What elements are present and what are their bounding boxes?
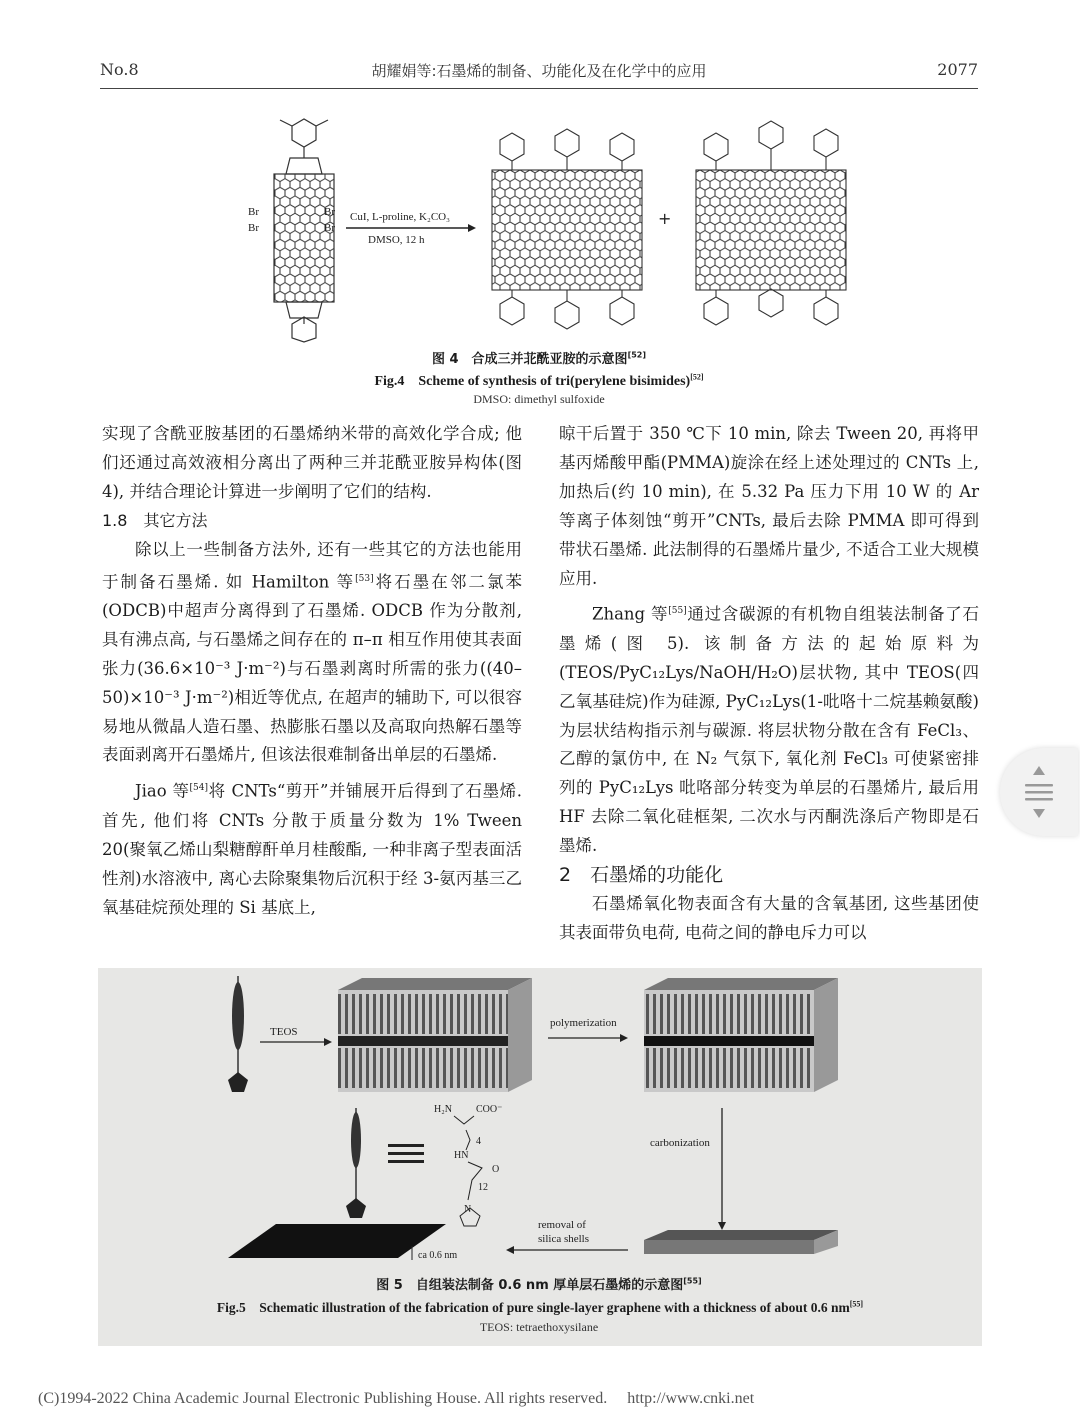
svg-text:HN: HN [454, 1150, 469, 1161]
copyright-footer: (C)1994-2022 China Academic Journal Electronic Publishing House. All rights reserved. http://www.cnki.net [38, 1390, 755, 1407]
svg-text:H₂N: H₂N [434, 1104, 452, 1115]
removal-label: removal of [538, 1219, 586, 1231]
header-rule [100, 88, 978, 89]
removal-arrow-head [506, 1246, 514, 1254]
pyc12lys-molecule-icon [346, 1108, 366, 1218]
header-journal-number: No.8 [100, 60, 139, 79]
svg-text:12: 12 [478, 1182, 488, 1193]
br-label: Br [324, 222, 335, 234]
paragraph: Jiao 等[54]将 CNTs“剪开”并铺展开后得到了石墨烯. 首先, 他们将 CNTs 分散于质量分数为 1% Tween 20(聚氧乙烯山梨糖醇酐单月桂酸酯, 一种非离子型表面活性剂)水溶液中, 离心去除聚集物后沉积于经 3-氨丙基三乙氧基硅烷预处理的 Si 基底上, [102, 781, 522, 917]
section-heading-1-8: 1.8 其它方法 [102, 510, 208, 530]
graphene-sheet [228, 1224, 446, 1258]
plus-sign: + [658, 209, 672, 228]
paragraph: 实现了含酰亚胺基团的石墨烯纳米带的高效化学合成; 他们还通过高效液相分离出了两种三并苝酰亚胺异构体(图 4), 并结合理论计算进一步阐明了它们的结构. [102, 424, 522, 501]
fig4-caption-cn: 图 4 合成三并苝酰亚胺的示意图[52] [431, 350, 647, 367]
paragraph: 除以上一些制备方法外, 还有一些其它的方法也能用于制备石墨烯. 如 Hamilton 等[53]将石墨在邻二氯苯(ODCB)中超声分离得到了石墨烯. ODCB 作为分散剂, 具有沸点高, 与石墨烯之间存在的 π–π 相互作用使其表面张力(36.6×10⁻³ J·m⁻²)与石墨剥离时所需的张力((40–50)×10⁻³ J·m⁻²)相近等优点, 在超声的辅助下, 可以很容易地从微晶人造石墨、热膨胀石墨以及高取向热解石墨等表面剥离开石墨烯片, 但该法很难制备出单层的石墨烯. [102, 539, 522, 765]
paragraph: 晾干后置于 350 ℃下 10 min, 除去 Tween 20, 再将甲基丙烯酸甲酯(PMMA)旋涂在经上述处理过的 CNTs 上, 加热后(约 10 min), 在 5.32 Pa 压力下用 10 W 的 Ar 等离子体刻蚀“剪开”CNTs, 最后去除 PMMA 即可得到带状石墨烯. 此法制得的石墨烯片量少, 不适合工业大规模应用. [559, 424, 979, 588]
scroll-widget[interactable] [1000, 748, 1078, 836]
polymerized-lamellar-structure [644, 978, 838, 1092]
figure-5-scheme [98, 968, 982, 1268]
right-column [559, 420, 979, 948]
thickness-label: ca 0.6 nm [418, 1250, 458, 1261]
fig4-note: DMSO: dimethyl sulfoxide [473, 392, 605, 406]
br-label: Br [248, 222, 259, 234]
pyc12lys-structure [434, 1104, 502, 1226]
carbonization-label: carbonization [650, 1137, 710, 1149]
teos-label: TEOS [270, 1026, 298, 1038]
surfactant-molecule-icon [228, 976, 248, 1092]
header-article-title: 胡耀娟等:石墨烯的制备、功能化及在化学中的应用 [371, 62, 707, 80]
reaction-reagents: CuI, L-proline, K₂CO₃ [350, 211, 450, 223]
svg-text:N: N [464, 1204, 472, 1215]
scroll-handle-icon [1000, 748, 1078, 836]
polymerization-arrow-head [620, 1034, 628, 1042]
silica-label: silica shells [538, 1233, 590, 1245]
polymerization-label: polymerization [550, 1017, 617, 1029]
header-page-number: 2077 [937, 60, 978, 79]
fig5-note: TEOS: tetraethoxysilane [479, 1320, 599, 1334]
product-isomer-2 [696, 121, 846, 325]
fig4-caption-en: Fig.4 Scheme of synthesis of tri(perylene bisimides)[52] [374, 372, 704, 389]
teos-arrow-head [324, 1038, 332, 1046]
product-isomer-1 [492, 129, 642, 329]
reaction-arrow-head [468, 224, 476, 232]
br-label: Br [324, 206, 335, 218]
figure-4-scheme [210, 118, 870, 343]
reaction-conditions: DMSO, 12 h [368, 234, 425, 246]
br-label: Br [248, 206, 259, 218]
carbonized-block [644, 1230, 838, 1254]
section-heading-2: 2 石墨烯的功能化 [559, 864, 724, 887]
left-column [102, 420, 522, 922]
fig5-caption-en: Fig.5 Schematic illustration of the fabrication of pure single-layer graphene with a thickness of about 0.6 nm[55] [216, 1299, 864, 1315]
lamellar-structure [338, 978, 532, 1092]
svg-text:COO⁻: COO⁻ [476, 1104, 503, 1115]
fig5-caption-cn: 图 5 自组装法制备 0.6 nm 厚单层石墨烯的示意图[55] [376, 1276, 702, 1293]
carbonization-arrow-head [718, 1222, 726, 1230]
svg-text:4: 4 [476, 1136, 481, 1147]
paragraph: 石墨烯氧化物表面含有大量的含氧基团, 这些基团使其表面带负电荷, 电荷之间的静电斥力可以 [559, 894, 979, 942]
svg-text:O: O [492, 1164, 500, 1175]
equivalence-sign [388, 1144, 424, 1163]
paragraph: Zhang 等[55]通过含碳源的有机物自组装法制备了石墨烯(图 5). 该制备方法的起始原料为(TEOS/PyC₁₂Lys/NaOH/H₂O)层状物, 其中 TEOS(四乙氧基硅烷)作为硅源, PyC₁₂Lys(1-吡咯十二烷基赖氨酸)为层状结构指示剂与碳源. 将层状物分散在含有 FeCl₃、乙醇的氯仿中, 在 N₂ 气氛下, 氧化剂 FeCl₃ 可使紧密排列的 PyC₁₂Lys 吡咯部分转变为单层的石墨烯片, 最后用 HF 去除二氧化硅框架, 二次水与丙酮洗涤后产物即是石墨烯. [559, 604, 979, 856]
